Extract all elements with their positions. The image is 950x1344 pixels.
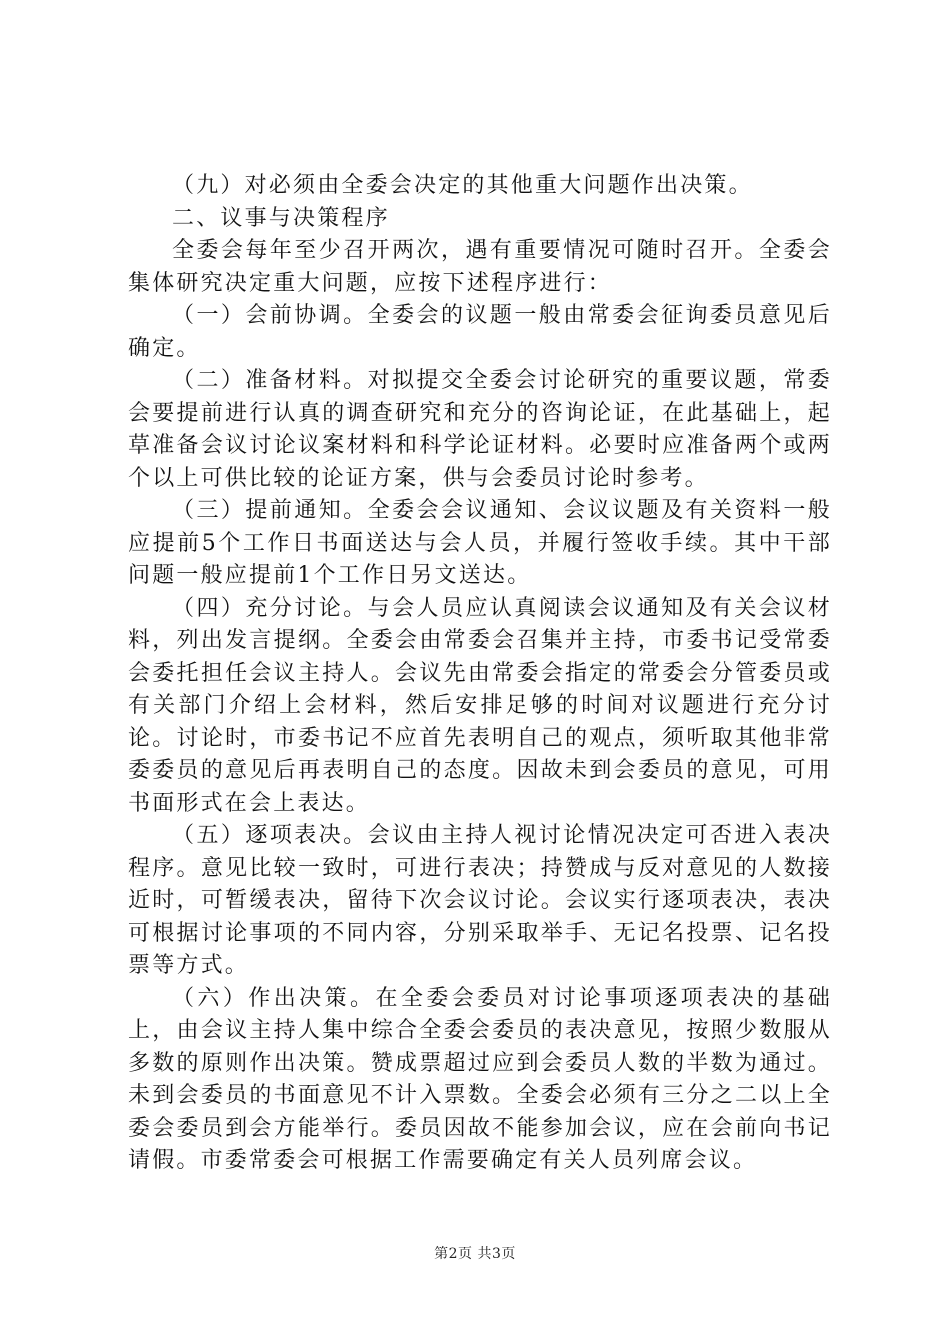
paragraph-step-two: （二）准备材料。对拟提交全委会讨论研究的重要议题，常委会要提前进行认真的调查研究和充分的咨询论证，在此基础上，起草准备会议讨论议案材料和科学论证材料。必要时应准备两个或两个以上可供比较的论证方案，供与会委员讨论时参考。 [128,368,832,491]
paragraph-step-one: （一）会前协调。全委会的议题一般由常委会征询委员意见后确定。 [128,303,832,361]
paragraph-step-four: （四）充分讨论。与会人员应认真阅读会议通知及有关会议材料，列出发言提纲。全委会由常委会召集并主持，市委书记受常委会委托担任会议主持人。会议先由常委会指定的常委会分管委员或有关部门介绍上会材料，然后安排足够的时间对议题进行充分讨论。讨论时，市委书记不应首先表明自己的观点，须听取其他非常委委员的意见后再表明自己的态度。因故未到会委员的意见，可用书面形式在会上表达。 [128,595,832,816]
page-number-label: 第2页 共3页 [434,1246,516,1262]
paragraph-step-six: （六）作出决策。在全委会委员对讨论事项逐项表决的基础上，由会议主持人集中综合全委会委员的表决意见，按照少数服从多数的原则作出决策。赞成票超过应到会委员人数的半数为通过。未到会委员的书面意见不计入票数。全委会必须有三分之二以上全委会委员到会方能举行。委员因故不能参加会议，应在会前向书记请假。市委常委会可根据工作需要确定有关人员列席会议。 [128,985,832,1173]
document-body [128,170,832,1178]
page-footer [0,1243,950,1263]
paragraph-step-five: （五）逐项表决。会议由主持人视讨论情况决定可否进入表决程序。意见比较一致时，可进行表决；持赞成与反对意见的人数接近时，可暂缓表决，留待下次会议讨论。会议实行逐项表决，表决可根据讨论事项的不同内容，分别采取举手、无记名投票、记名投票等方式。 [128,823,832,978]
section-heading: 二、议事与决策程序 [172,205,390,231]
paragraph-item-nine: （九）对必须由全委会决定的其他重大问题作出决策。 [172,173,753,198]
paragraph-step-three: （三）提前通知。全委会会议通知、会议议题及有关资料一般应提前5个工作日书面送达与会人员，并履行签收手续。其中干部问题一般应提前1个工作日另文送达。 [128,498,832,588]
paragraph-meeting-frequency: 全委会每年至少召开两次，遇有重要情况可随时召开。全委会集体研究决定重大问题，应按下述程序进行： [128,238,832,296]
